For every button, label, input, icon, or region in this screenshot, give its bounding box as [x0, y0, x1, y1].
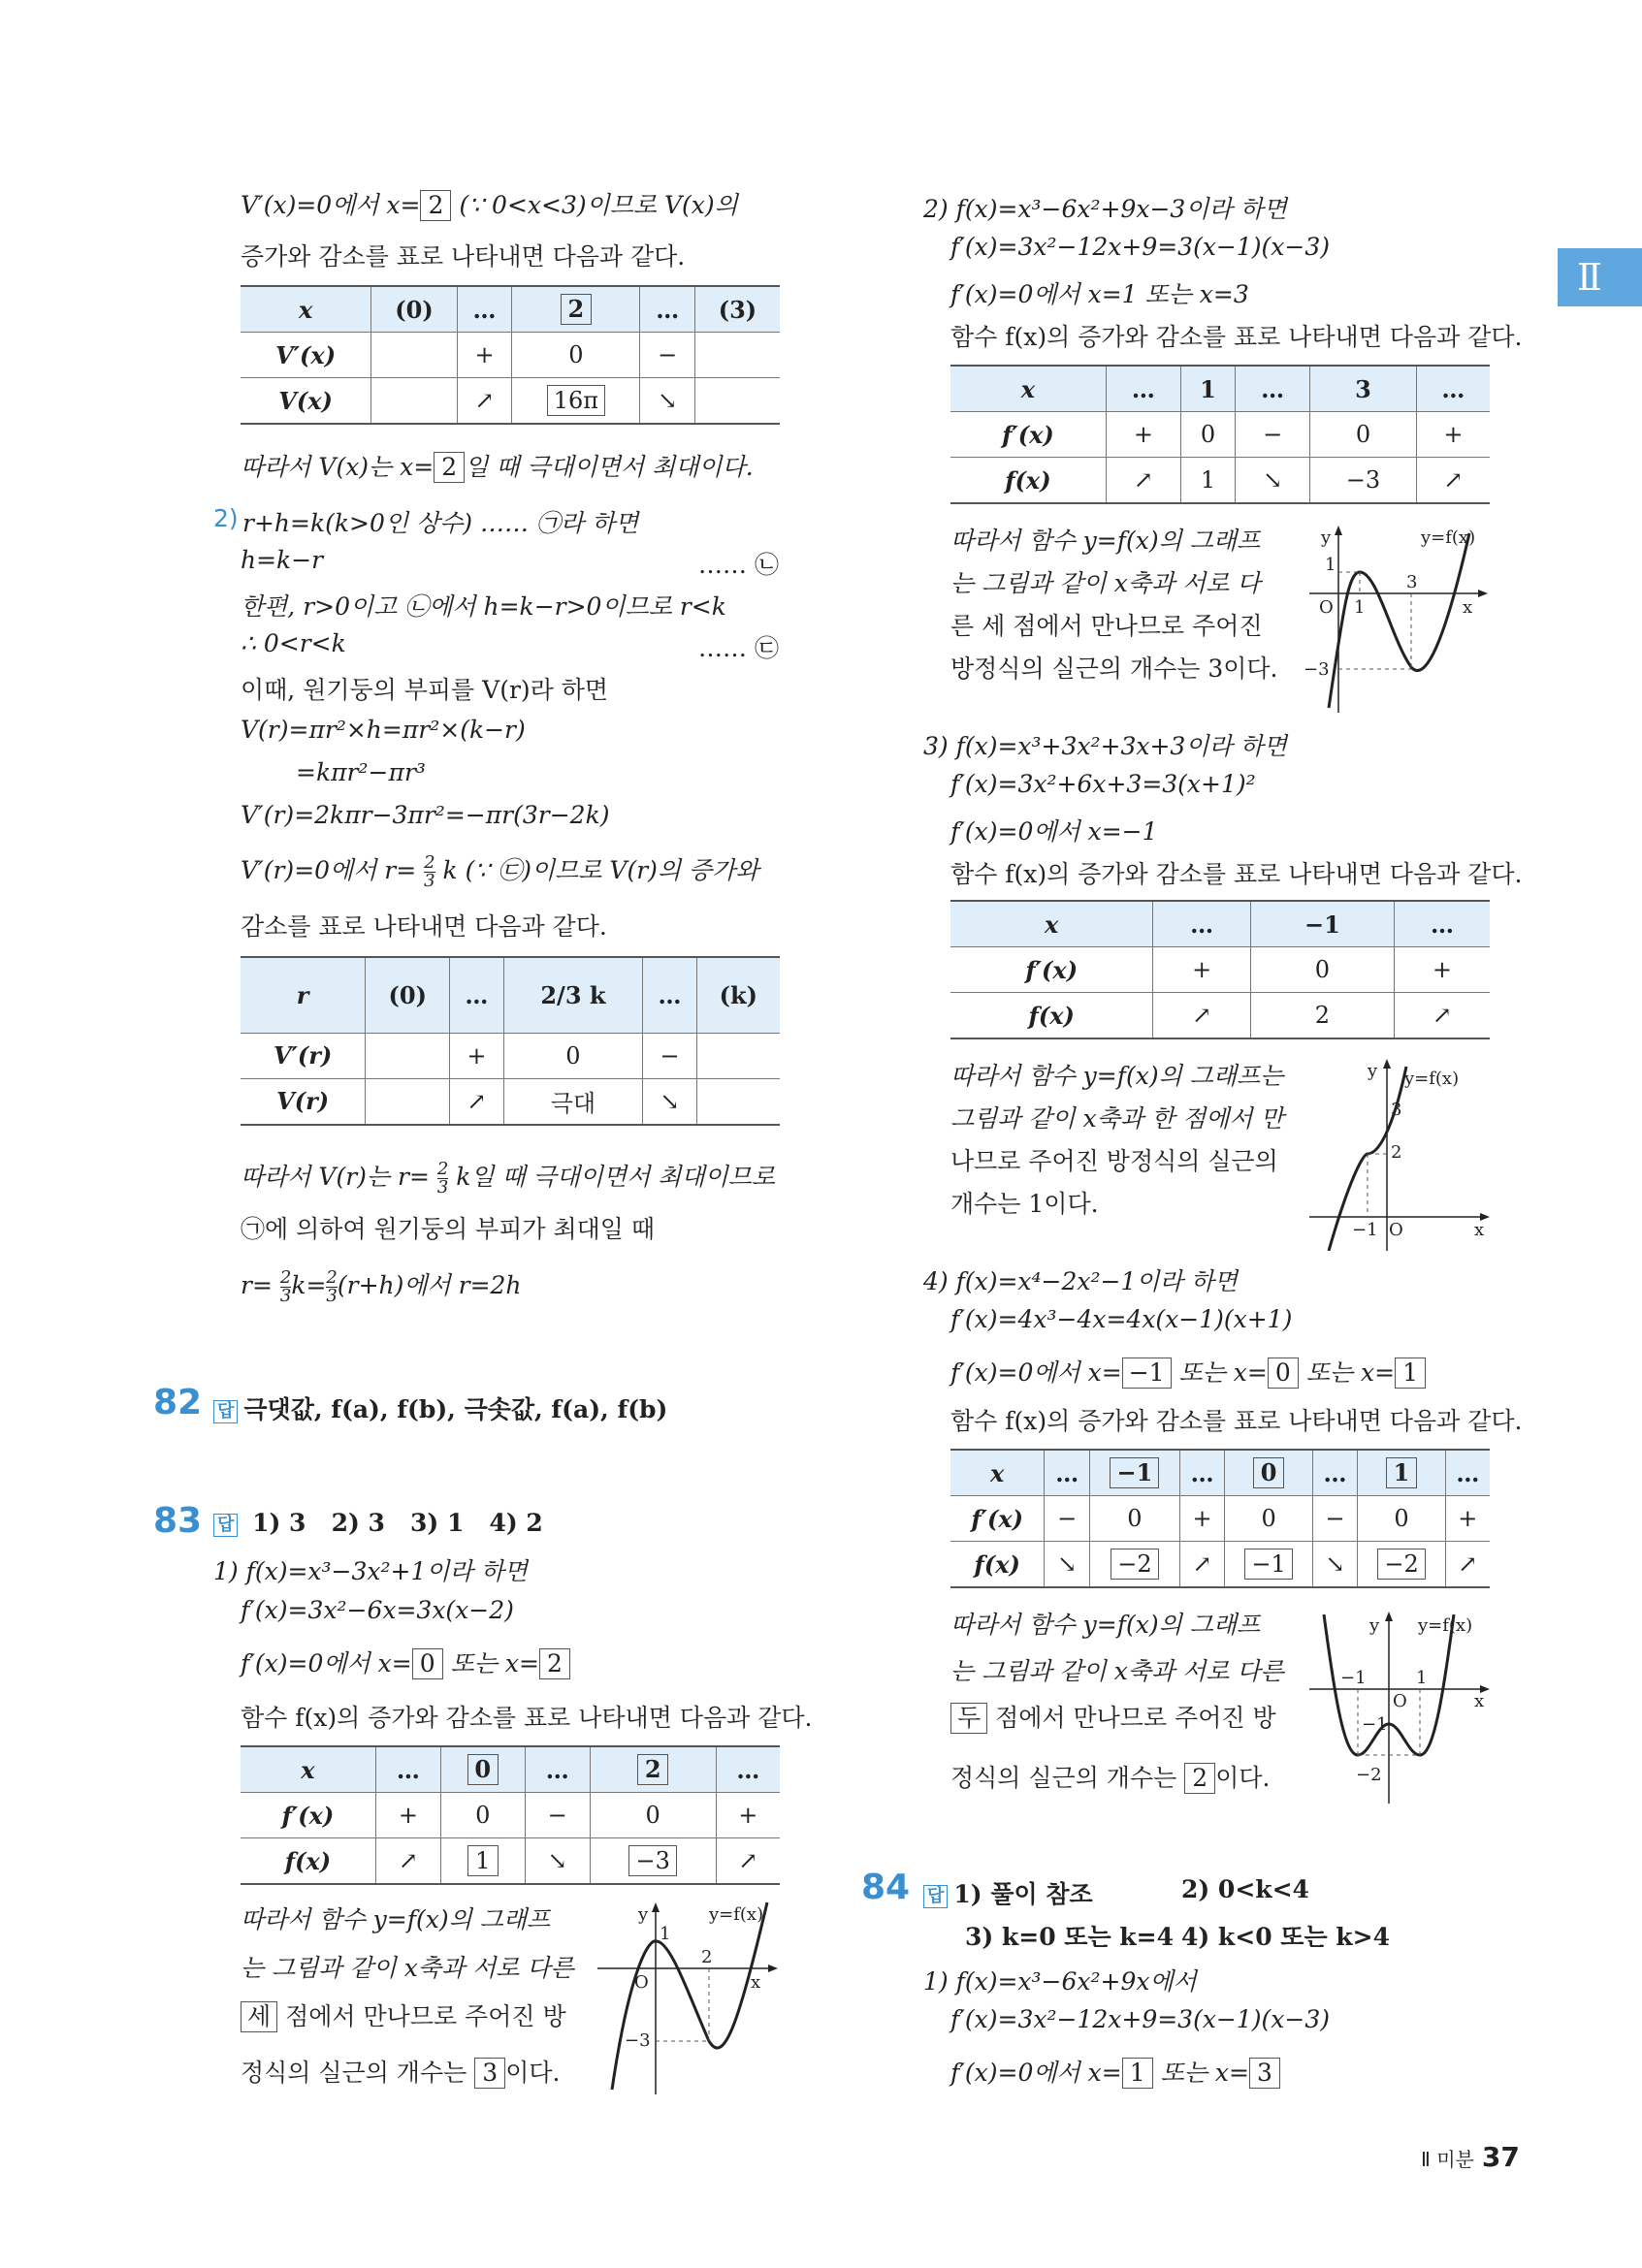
tick-label: 1: [1325, 555, 1336, 575]
origin-label: O: [1393, 1691, 1407, 1711]
tick-label: 3: [1406, 572, 1418, 592]
fn-label: y=f(x): [1418, 1615, 1473, 1636]
text-line: h=k−r: [241, 546, 324, 574]
text-line: r+h=k(k>0인 상수) …… ㉠라 하면: [242, 509, 639, 537]
tick-label: −1: [1362, 1714, 1388, 1735]
axis-label-y: y: [1368, 1061, 1378, 1081]
text-line: 따라서 함수 y=f(x)의 그래프는: [950, 1062, 1284, 1090]
text-line: 2) f(x)=x³−6x²+9x−3이라 하면: [923, 195, 1287, 223]
origin-label: O: [634, 1972, 649, 1993]
fn-label: y=f(x): [1404, 1069, 1460, 1089]
text-line: 4) f(x)=x⁴−2x²−1이라 하면: [923, 1267, 1238, 1295]
tick-label: −3: [1304, 659, 1330, 680]
table-f-x-4: x … −1 … 0 … 1 … f′(x) − 0 + 0 − 0 + f(x) ↘ −2 ↗ −1 ↘ −2 ↗: [950, 1449, 1490, 1588]
tick-label: 1: [660, 1924, 671, 1944]
text-line: ㉠에 의하여 원기둥의 부피가 최대일 때: [241, 1215, 655, 1243]
text-line: 따라서 함수 y=f(x)의 그래프: [950, 1611, 1261, 1639]
text-line: f′(x)=3x²−12x+9=3(x−1)(x−3): [950, 2005, 1330, 2033]
text-line: 1) f(x)=x³−3x²+1이라 하면: [213, 1557, 528, 1585]
text-line: 3) f(x)=x³+3x²+3x+3이라 하면: [923, 732, 1287, 760]
origin-label: O: [1389, 1220, 1403, 1240]
table-v-r: r (0) … 2/3 k … (k) V′(r) + 0 − V(r) ↗ 극대 ↘: [241, 956, 780, 1126]
cubic-graph-2: [1300, 524, 1494, 713]
table-v-x: x (0) … 2 … (3) V′(x) + 0 − V(x) ↗ 16π ↘: [241, 285, 780, 425]
axis-label-y: y: [1321, 527, 1332, 548]
axis-label-x: x: [1463, 597, 1473, 618]
axis-label-x: x: [1474, 1220, 1485, 1240]
text-line: 함수 f(x)의 증가와 감소를 표로 나타내면 다음과 같다.: [950, 860, 1523, 888]
answer-line: 3) k=0 또는 k=4: [965, 1923, 1174, 1951]
tick-label: 2: [1391, 1142, 1402, 1163]
text-line: =kπr²−πr³: [296, 758, 426, 786]
text-line: 함수 f(x)의 증가와 감소를 표로 나타내면 다음과 같다.: [950, 323, 1523, 351]
tick-label: 1: [1416, 1668, 1428, 1688]
text-line: 는 그림과 같이 x축과 서로 다: [950, 569, 1261, 597]
quartic-graph: [1309, 1610, 1494, 1804]
answer-line: 2) 0<k<4: [1181, 1875, 1309, 1903]
tick-label: 1: [1354, 597, 1366, 618]
text-line: 개수는 1이다.: [950, 1190, 1099, 1218]
axis-label-y: y: [1369, 1615, 1380, 1636]
chapter-tab: Ⅱ: [1558, 248, 1642, 306]
table-f-x-1: x … 0 … 2 … f′(x) + 0 − 0 + f(x) ↗ 1 ↘ −3 ↗: [241, 1745, 780, 1885]
text-line: 따라서 함수 y=f(x)의 그래프: [950, 527, 1261, 555]
text-line: 함수 f(x)의 증가와 감소를 표로 나타내면 다음과 같다.: [950, 1407, 1523, 1435]
text-line: 정식의 실근의 개수는 3 이다.: [241, 2059, 561, 2087]
table-f-x-2: x … 1 … 3 … f′(x) + 0 − 0 + f(x) ↗ 1 ↘ −3 ↗: [950, 365, 1490, 504]
text-line: 는 그림과 같이 x축과 서로 다른: [950, 1657, 1284, 1685]
text-line: 세 점에서 만나므로 주어진 방: [241, 1997, 566, 2032]
text-line: …… ㉢: [698, 634, 779, 662]
text-line: 는 그림과 같이 x축과 서로 다른: [241, 1954, 574, 1982]
fn-label: y=f(x): [1421, 527, 1476, 548]
text-line: V′(x)=0에서 x= 2 (∵ 0<x<3)이므로 V(x)의: [241, 191, 738, 219]
cubic-graph-3: [1309, 1057, 1494, 1251]
text-line: f′(x)=0에서 x=−1: [950, 817, 1158, 846]
answer-line: 답 1) 풀이 참조: [923, 1875, 1093, 1910]
text-line: 따라서 V(r)는 r= $\frac{2}{3}$ k일 때 극대이면서 최대이므로: [241, 1159, 776, 1198]
question-number: 82: [153, 1383, 203, 1422]
text-line: 따라서 함수 y=f(x)의 그래프: [241, 1905, 551, 1933]
text-line: 그림과 같이 x축과 한 점에서 만: [950, 1104, 1284, 1133]
text-line: 함수 f(x)의 증가와 감소를 표로 나타내면 다음과 같다.: [241, 1704, 813, 1732]
text-line: ∴ 0<r<k: [241, 629, 346, 657]
tick-label: −2: [1356, 1765, 1382, 1785]
table-f-x-3: x … −1 … f′(x) + 0 + f(x) ↗ 2 ↗: [950, 900, 1490, 1039]
answer-line: 답 극댓값, f(a), f(b), 극솟값, f(a), f(b): [213, 1390, 667, 1425]
text-line: V′(r)=2kπr−3πr²=−πr(3r−2k): [241, 801, 610, 829]
text-line: V′(r)=0에서 r= $\frac{2}{3}$ k (∵ ㉢)이므로 V(r)의 증가와: [241, 852, 759, 891]
sub-label: 2): [213, 504, 239, 532]
text-line: 정식의 실근의 개수는 2 이다.: [950, 1764, 1271, 1792]
text-line: 따라서 V(x)는 x= 2 일 때 극대이면서 최대이다.: [241, 453, 754, 481]
tick-label: −3: [625, 2030, 651, 2051]
text-line: r= $\frac{2}{3}$ k= $\frac{2}{3}$ (r+h)에서 r=2h: [241, 1267, 522, 1306]
axis-label-x: x: [1474, 1691, 1485, 1711]
text-line: 이때, 원기둥의 부피를 V(r)라 하면: [241, 676, 609, 704]
text-line: 나므로 주어진 방정식의 실근의: [950, 1147, 1278, 1175]
text-line: 두 점에서 만나므로 주어진 방: [950, 1699, 1276, 1734]
tick-label: −1: [1352, 1220, 1378, 1240]
text-line: 방정식의 실근의 개수는 3이다.: [950, 655, 1278, 683]
text-line: f′(x)=0에서 x= −1 또는 x= 0 또는 x= 1: [950, 1354, 1426, 1389]
question-number: 84: [861, 1868, 911, 1907]
cubic-graph-1: [597, 1901, 782, 2094]
answer-line: 4) k<0 또는 k>4: [1181, 1923, 1390, 1951]
answer-line: 답 1) 3 2) 3 3) 1 4) 2: [213, 1509, 543, 1537]
text-line: f′(x)=0에서 x=1 또는 x=3: [950, 280, 1249, 308]
tick-label: −1: [1340, 1668, 1367, 1688]
text-line: …… ㉡: [698, 551, 779, 579]
text-line: 한편, r>0이고 ㉡에서 h=k−r>0이므로 r<k: [241, 592, 726, 621]
question-number: 83: [153, 1501, 203, 1541]
text-line: 른 세 점에서 만나므로 주어진: [950, 612, 1263, 640]
axis-label-x: x: [751, 1972, 761, 1993]
text-line: f′(x)=3x²+6x+3=3(x+1)²: [950, 770, 1256, 798]
text-line: f′(x)=0에서 x= 1 또는 x= 3: [950, 2054, 1280, 2089]
page-footer: Ⅱ 미분 37: [1421, 2141, 1520, 2173]
fn-label: y=f(x): [709, 1904, 764, 1925]
text-line: f′(x)=4x³−4x=4x(x−1)(x+1): [950, 1305, 1293, 1333]
text-line: f′(x)=0에서 x= 0 또는 x= 2: [241, 1645, 570, 1679]
text-line: 증가와 감소를 표로 나타내면 다음과 같다.: [241, 242, 686, 271]
axis-label-y: y: [638, 1904, 649, 1925]
text-line: f′(x)=3x²−12x+9=3(x−1)(x−3): [950, 233, 1330, 261]
origin-label: O: [1319, 597, 1334, 618]
text-line: V(r)=πr²×h=πr²×(k−r): [241, 716, 526, 744]
text-line: 감소를 표로 나타내면 다음과 같다.: [241, 912, 607, 941]
text-line: 1) f(x)=x³−6x²+9x에서: [923, 1967, 1197, 1996]
tick-label: 3: [1391, 1100, 1402, 1120]
tick-label: 2: [701, 1947, 713, 1967]
text-line: f′(x)=3x²−6x=3x(x−2): [241, 1596, 514, 1624]
